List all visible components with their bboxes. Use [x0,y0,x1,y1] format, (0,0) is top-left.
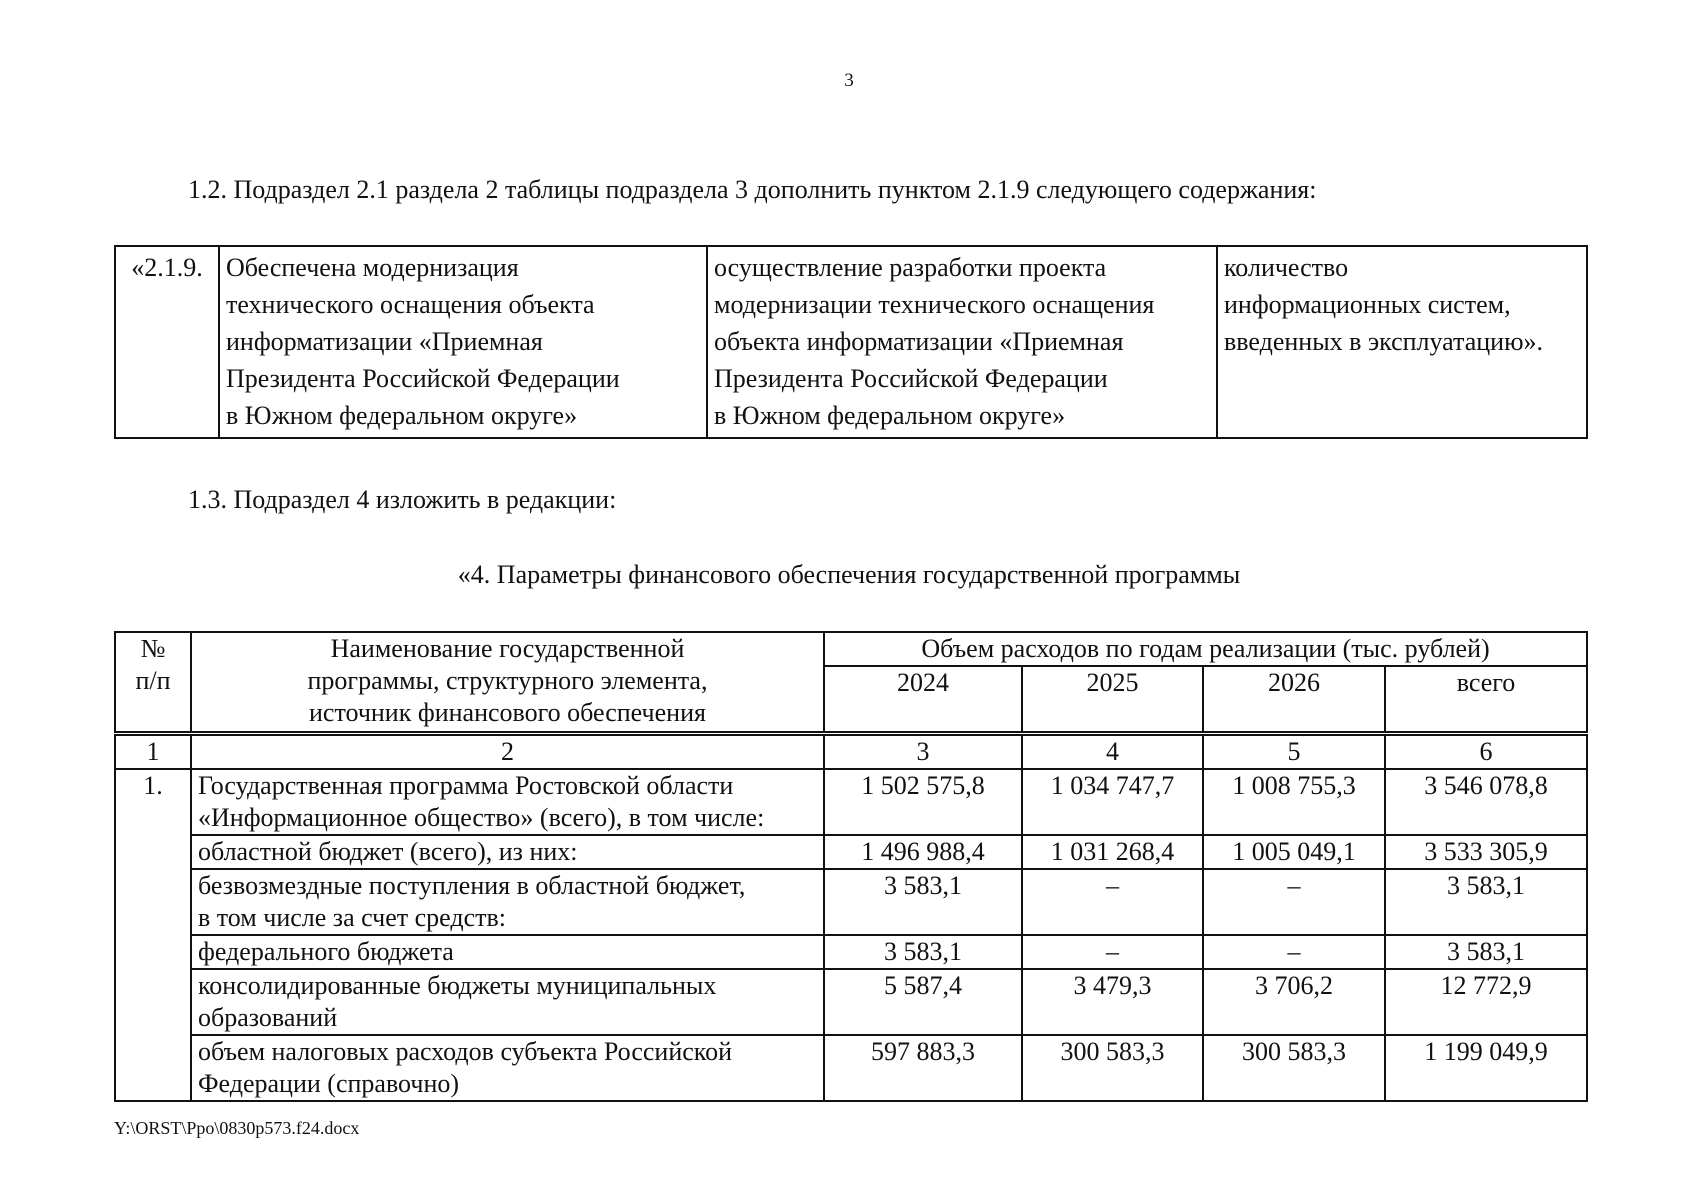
row-name: консолидированные бюджеты муниципальных образований [191,969,824,1035]
value-2024: 1 496 988,4 [824,835,1022,869]
header-year-2024: 2024 [824,666,1022,734]
item-result: Обеспечена модернизация технического оснащения объекта информатизации «Приемная Президента Российской Федерации в Южном федеральном округе» [219,246,707,438]
value-2024: 3 583,1 [824,869,1022,935]
row-name: областной бюджет (всего), из них: [191,835,824,869]
column-number: 1 [115,734,191,770]
table-row [115,1035,1587,1101]
item-number: «2.1.9. [115,246,219,438]
table-row [115,835,1587,869]
column-numbers-row [115,734,1587,770]
paragraph-1-2: 1.2. Подраздел 2.1 раздела 2 таблицы подраздела 3 дополнить пунктом 2.1.9 следующего содержания: [188,175,1317,204]
column-number: 6 [1385,734,1587,770]
value-2025: – [1022,869,1203,935]
value-total: 12 772,9 [1385,969,1587,1035]
value-2024: 3 583,1 [824,935,1022,969]
table-row [115,969,1587,1035]
header-total: всего [1385,666,1587,734]
value-total: 3 583,1 [1385,935,1587,969]
section-heading: «4. Параметры финансового обеспечения государственной программы [457,560,1241,589]
value-2024: 597 883,3 [824,1035,1022,1101]
value-2024: 1 502 575,8 [824,769,1022,835]
column-number: 3 [824,734,1022,770]
value-2026: 3 706,2 [1203,969,1385,1035]
value-total: 3 546 078,8 [1385,769,1587,835]
value-2026: – [1203,869,1385,935]
header-volume: Объем расходов по годам реализации (тыс. рублей) [824,632,1587,666]
footer-file-path: Y:\ORST\Ppo\0830p573.f24.docx [114,1118,360,1138]
row-number: 1. [115,769,191,1101]
row-name: Государственная программа Ростовской области «Информационное общество» (всего), в том числе: [191,769,824,835]
value-2026: – [1203,935,1385,969]
paragraph-1-3: 1.3. Подраздел 4 изложить в редакции: [188,485,617,514]
table-row [115,246,1587,438]
value-2025: 300 583,3 [1022,1035,1203,1101]
value-2026: 1 008 755,3 [1203,769,1385,835]
item-indicator: количество информационных систем, введенных в эксплуатацию». [1217,246,1587,438]
value-2026: 1 005 049,1 [1203,835,1385,869]
table-row [115,935,1587,969]
insert-table [114,245,1588,439]
column-number: 4 [1022,734,1203,770]
column-number: 5 [1203,734,1385,770]
header-year-2026: 2026 [1203,666,1385,734]
finance-table [114,631,1588,1102]
header-name: Наименование государственной программы, структурного элемента, источник финансового обеспечения [191,632,824,734]
value-2025: 1 034 747,7 [1022,769,1203,835]
item-action: осуществление разработки проекта модернизации технического оснащения объекта информатизации «Приемная Президента Российской Федерации в Южном федеральном округе» [707,246,1217,438]
row-name: федерального бюджета [191,935,824,969]
table-header-row [115,632,1587,666]
value-2025: 3 479,3 [1022,969,1203,1035]
value-total: 3 583,1 [1385,869,1587,935]
value-total: 3 533 305,9 [1385,835,1587,869]
value-2025: 1 031 268,4 [1022,835,1203,869]
header-num: № п/п [115,632,191,734]
value-2025: – [1022,935,1203,969]
page-number: 3 [844,70,854,91]
row-name: безвозмездные поступления в областной бюджет, в том числе за счет средств: [191,869,824,935]
value-2024: 5 587,4 [824,969,1022,1035]
value-total: 1 199 049,9 [1385,1035,1587,1101]
value-2026: 300 583,3 [1203,1035,1385,1101]
table-row [115,769,1587,835]
column-number: 2 [191,734,824,770]
header-year-2025: 2025 [1022,666,1203,734]
row-name: объем налоговых расходов субъекта Российской Федерации (справочно) [191,1035,824,1101]
table-row [115,869,1587,935]
